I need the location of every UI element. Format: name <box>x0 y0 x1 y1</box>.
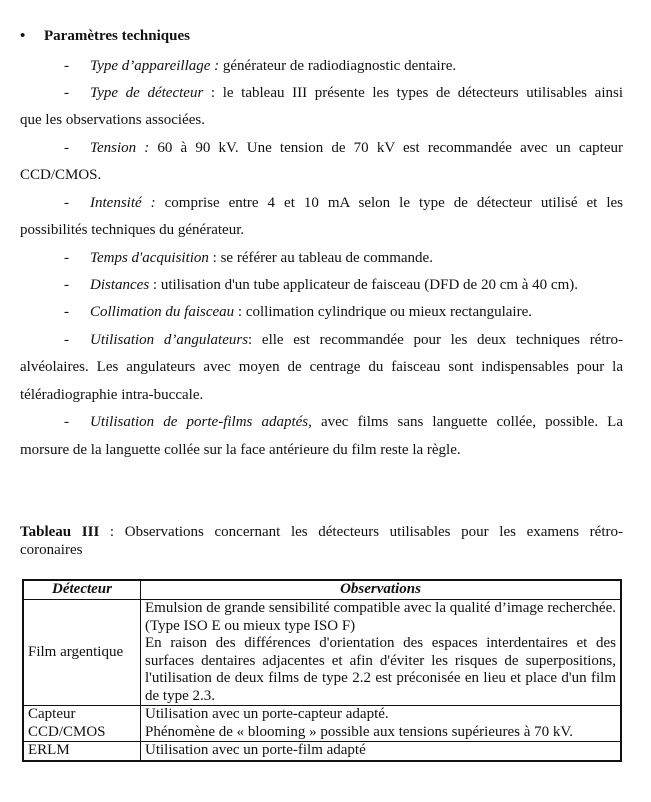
item-type-detecteur: - Type de détecteur : le tableau III présente les types de détecteurs utilisables ainsi <box>64 85 623 101</box>
item-collimation: - Collimation du faisceau : collimation cylindrique ou mieux rectangulaire. <box>64 304 532 320</box>
cell-detector: Film argentique <box>23 600 141 706</box>
cell-observations: Utilisation avec un porte-film adapté <box>141 742 622 761</box>
item-intensite: - Intensité : comprise entre 4 et 10 mA selon le type de détecteur utilisé et les <box>64 195 623 211</box>
table-row <box>23 742 621 761</box>
dash: - <box>64 58 69 74</box>
detectors-table <box>22 579 622 762</box>
item-type-detecteur-cont: que les observations associées. <box>20 112 205 128</box>
cell-observations: Utilisation avec un porte-capteur adapté. Phénomène de « blooming » possible aux tensions supérieures à 70 kV. <box>141 706 622 742</box>
item-tension: - Tension : 60 à 90 kV. Une tension de 70 kV est recommandée avec un capteur <box>64 140 623 156</box>
item-distances: - Distances : utilisation d'un tube applicateur de faisceau (DFD de 20 cm à 40 cm). <box>64 277 578 293</box>
table-row <box>23 706 621 742</box>
item-tension-cont: CCD/CMOS. <box>20 167 102 183</box>
header-detecteur: Détecteur <box>23 580 141 600</box>
item-intensite-cont: possibilités techniques du générateur. <box>20 222 245 238</box>
bullet-icon: • <box>20 28 26 44</box>
table-row <box>23 600 621 706</box>
section-heading: • Paramètres techniques <box>20 28 190 44</box>
item-porte-films-cont: morsure de la languette collée sur la face antérieure du film reste la règle. <box>20 442 461 458</box>
item-angulateurs-cont: alvéolaires. Les angulateurs avec moyen de centrage du faisceau sont indispensables pour la <box>20 359 623 375</box>
cell-observations: Emulsion de grande sensibilité compatible avec la qualité d’image recherchée. (Type ISO E ou mieux type ISO F) En raison des différences d'orientation des espaces interdentaires et des surfaces dentaires adjacentes et afin d'éviter les risques de superpositions, l'utilisation de deux films de type 2.2 est préconisée en lieu et place d'un film de type 2.3. <box>141 600 622 706</box>
table-header-row <box>23 580 621 600</box>
header-observations: Observations <box>141 580 622 600</box>
item-type-appareillage: - Type d’appareillage : générateur de radiodiagnostic dentaire. <box>64 58 457 74</box>
cell-detector: Capteur CCD/CMOS <box>23 706 141 742</box>
item-temps-acquisition: - Temps d'acquisition : se référer au tableau de commande. <box>64 250 433 266</box>
cell-detector: ERLM <box>23 742 141 761</box>
table-caption: Tableau III : Observations concernant les détecteurs utilisables pour les examens rétro- <box>20 524 623 540</box>
item-angulateurs: - Utilisation d’angulateurs: elle est recommandée pour les deux techniques rétro- <box>64 332 624 348</box>
item-angulateurs-cont2: téléradiographie intra-buccale. <box>20 387 204 403</box>
table-caption-cont: coronaires <box>20 542 83 558</box>
item-porte-films: - Utilisation de porte-films adaptés, avec films sans languette collée, possible. La <box>64 414 624 430</box>
